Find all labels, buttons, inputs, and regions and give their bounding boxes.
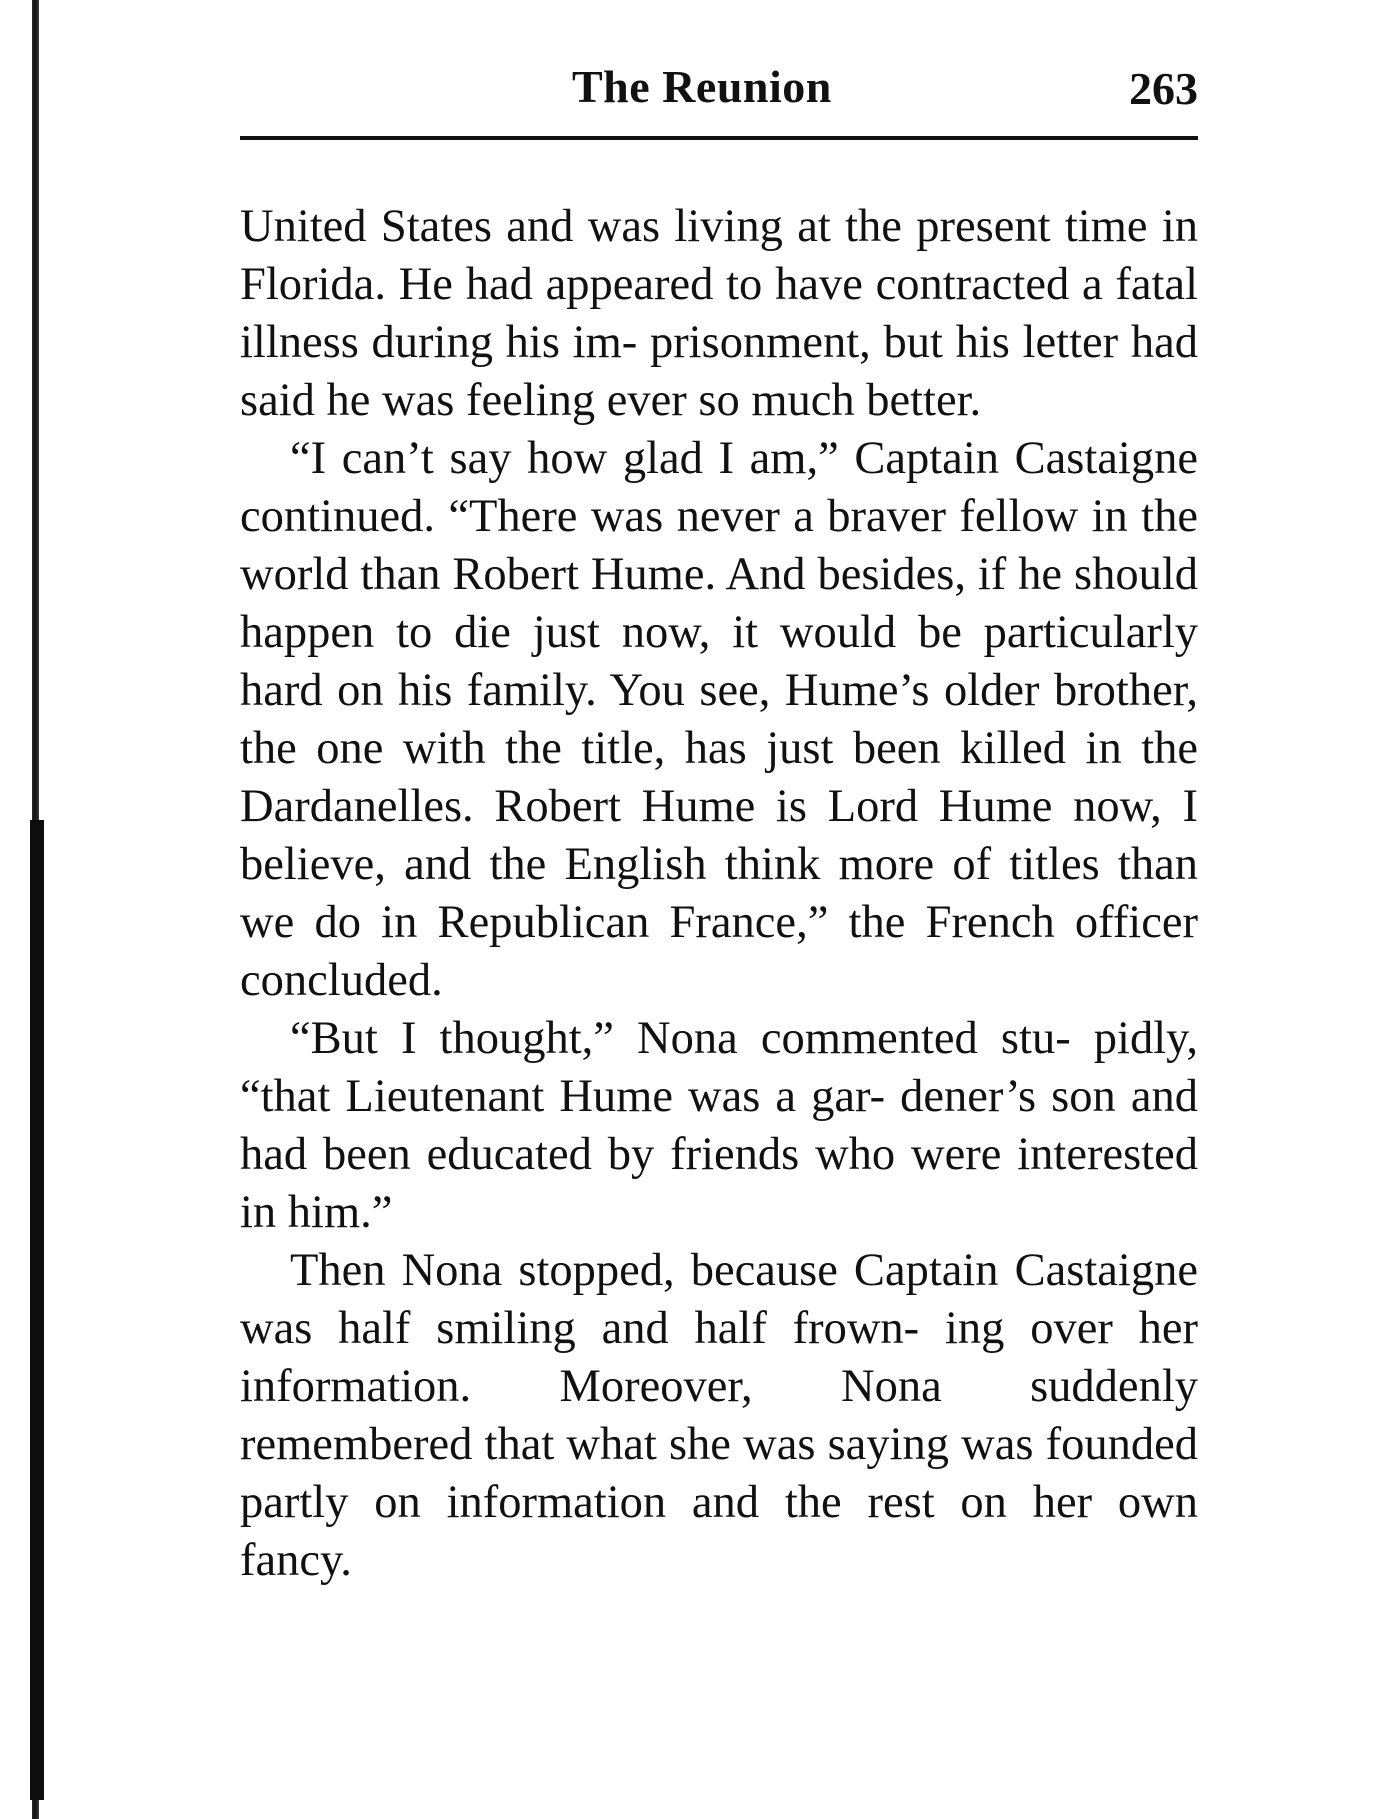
page-binding-shadow <box>30 820 44 1800</box>
paragraph-3: “But I thought,” Nona commented stu- pidly, “that Lieutenant Hume was a gar- dener’s son and had been educated by friends who were interested in him.” <box>240 1013 1198 1238</box>
book-page <box>240 60 1198 1586</box>
running-head-title: The Reunion <box>572 61 832 112</box>
paragraph-4: Then Nona stopped, because Captain Castaigne was half smiling and half frown- ing over her information. Moreover, Nona suddenly remembered that what she was saying was founded partly on information and the rest on her own fancy. <box>240 1245 1198 1586</box>
paragraph-1: United States and was living at the present time in Florida. He had appeared to have contracted a fatal illness during his im- prisonment, but his letter had said he was feeling ever so much better. <box>240 201 1198 426</box>
header-rule <box>240 136 1198 140</box>
body-text <box>240 198 1198 1590</box>
running-head <box>240 60 1198 140</box>
page-number: 263 <box>1129 63 1198 114</box>
paragraph-2: “I can’t say how glad I am,” Captain Castaigne continued. “There was never a braver fellow in the world than Robert Hume. And besides, if he should happen to die just now, it would be particularly hard on his family. You see, Hume’s older brother, the one with the title, has just been killed in the Dardanelles. Robert Hume is Lord Hume now, I believe, and the English think more of titles than we do in Republican France,” the French officer concluded. <box>240 433 1198 1006</box>
